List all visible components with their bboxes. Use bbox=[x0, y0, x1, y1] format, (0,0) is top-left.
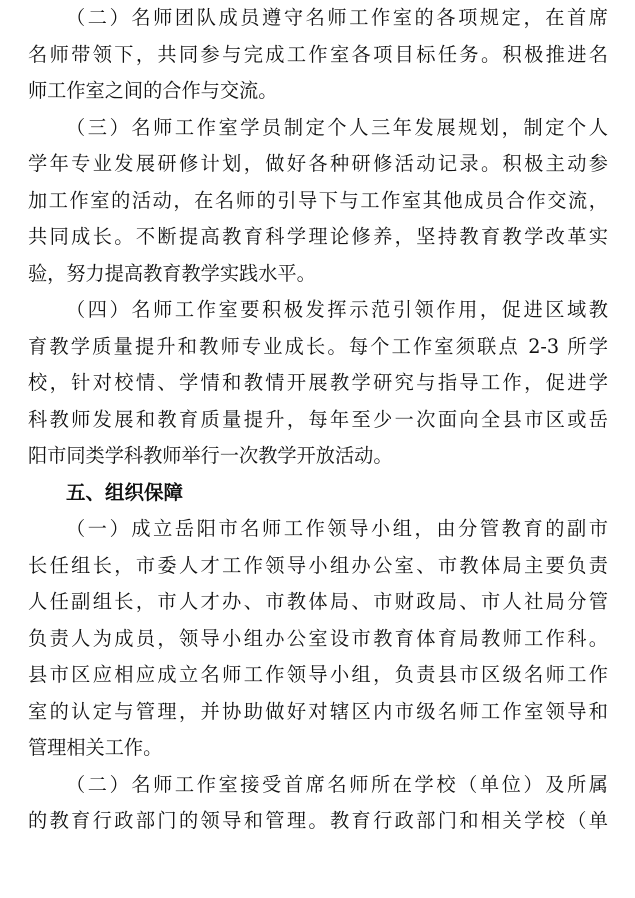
paragraph-line: 人任副组长，市人才办、市教体局、市财政局、市人社局分管 bbox=[28, 590, 608, 613]
paragraph-line: 的教育行政部门的领导和管理。教育行政部门和相关学校（单 bbox=[28, 809, 608, 832]
paragraph-line: （四）名师工作室要积极发挥示范引领作用，促进区域教 bbox=[66, 298, 608, 321]
paragraph-line: 师工作室之间的合作与交流。 bbox=[28, 79, 278, 102]
paragraph-leadership-group bbox=[28, 511, 608, 767]
paragraph-line: 共同成长。不断提高教育科学理论修养，坚持教育教学改革实 bbox=[28, 225, 608, 248]
paragraph-line: 加工作室的活动，在名师的引导下与工作室其他成员合作交流， bbox=[28, 188, 608, 212]
paragraph-line: 验，努力提高教育教学实践水平。 bbox=[28, 261, 316, 285]
paragraph-line: 长任组长，市委人才工作领导小组办公室、市教体局主要负责 bbox=[28, 553, 608, 577]
section-heading: 五、组织保障 bbox=[66, 480, 184, 504]
paragraph-line: （一）成立岳阳市名师工作领导小组，由分管教育的副市 bbox=[66, 517, 608, 540]
paragraph-line: 负责人为成员，领导小组办公室设市教育体育局教师工作科。 bbox=[28, 626, 608, 650]
paragraph-management bbox=[28, 767, 608, 840]
paragraph-demonstration bbox=[28, 292, 608, 475]
paragraph-line: 县市区应相应成立名师工作领导小组，负责县市区级名师工作 bbox=[28, 663, 608, 686]
paragraph-line: 名师带领下，共同参与完成工作室各项目标任务。积极推进名 bbox=[28, 42, 608, 66]
paragraph-line: 阳市同类学科教师举行一次教学开放活动。 bbox=[28, 444, 393, 467]
paragraph-team-members bbox=[28, 0, 608, 110]
paragraph-line: 育教学质量提升和教师专业成长。每个工作室须联点 2-3 所学 bbox=[28, 334, 608, 358]
paragraph-line: （三）名师工作室学员制定个人三年发展规划，制定个人 bbox=[66, 115, 608, 139]
paragraph-line: 管理相关工作。 bbox=[28, 736, 163, 759]
paragraph-trainees bbox=[28, 110, 608, 293]
paragraph-line: 室的认定与管理，并协助做好对辖区内市级名师工作室领导和 bbox=[28, 699, 608, 723]
paragraph-line: 学年专业发展研修计划，做好各种研修活动记录。积极主动参 bbox=[28, 152, 608, 175]
paragraph-line: 科教师发展和教育质量提升，每年至少一次面向全县市区或岳 bbox=[28, 407, 608, 431]
paragraph-line: 校，针对校情、学情和教情开展教学研究与指导工作，促进学 bbox=[28, 371, 608, 394]
paragraph-line: （二）名师团队成员遵守名师工作室的各项规定，在首席 bbox=[66, 6, 608, 29]
paragraph-line: （二）名师工作室接受首席名师所在学校（单位）及所属 bbox=[66, 772, 608, 796]
document-page bbox=[28, 0, 608, 840]
